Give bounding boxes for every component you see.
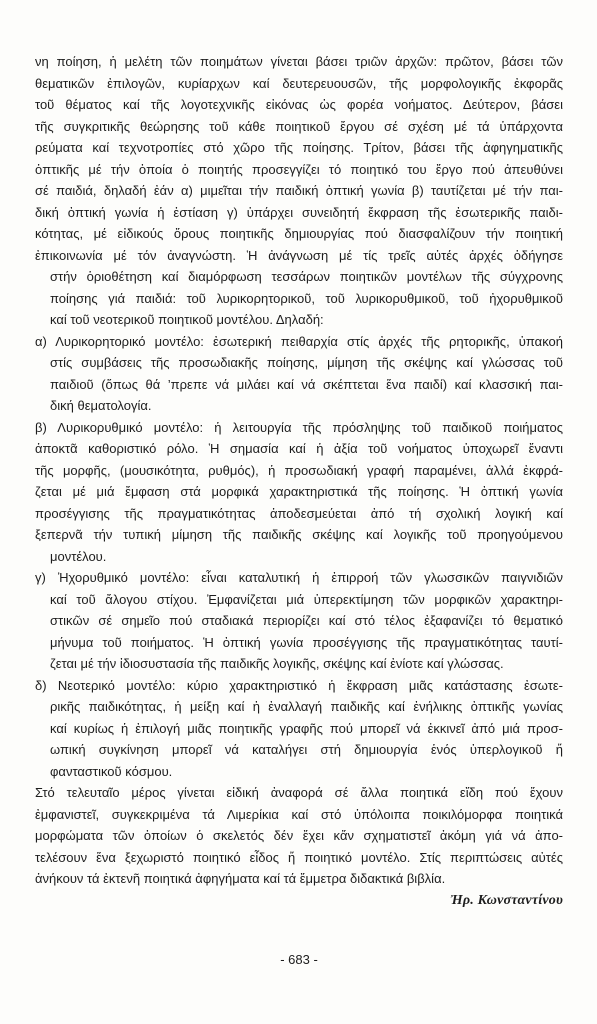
text-line: ἐμφανιστεῖ, συγκεκριμένα τά Λιμερίκια καί στό ὑπόλοιπα ποικιλόμορφα ποιητικά [35,806,563,822]
text-line: μοντέλου. [50,548,107,564]
paragraph-model-c [35,567,563,675]
text-line: νη ποίηση, ἡ μελέτη τῶν ποιημάτων γίνεται βάσει τριῶν ἀρχῶν: πρῶτον, βάσει τῶν [35,54,563,69]
author-signature: Ἠρ. Κωνσταντίνου [450,892,563,908]
text-line: δική θεματολογία. [50,398,152,413]
text-line: σέ παιδιά, δηλαδή ἐάν α) μιμεῖται τήν παιδική ὀπτική γωνία β) ταυτίζεται μέ τήν παι- [35,183,563,198]
text-line: στικῶν σέ σημεῖο πού σταδιακά περιορίζει καί στό τέλος ἐξαφανίζει τό θεματικό [50,613,563,628]
text-line: τῆς συγκριτικῆς θεώρησης τοῦ κάθε ποιητικοῦ ἔργου σέ σχέση μέ τά ὑπάρχοντα [35,118,563,134]
text-line: ζεται μέ τήν ἰδιοσυστασία τῆς παιδικῆς λογικῆς, σκέψης καί ἐνίοτε καί γλώσσας. [50,656,504,671]
text-line: ρικῆς παιδικότητας, ἡ μείξη καί ἡ ἐναλλαγή παιδικῆς καί ἐνήλικης ὀπτικῆς γωνίας [50,699,563,714]
text-line: στίς συμβάσεις τῆς προσωδιακῆς ποίησης, μίμηση τῆς σκέψης καί γλώσσας τοῦ [50,355,563,370]
text-line: προσέγγισης τῆς πραγματικότητας ἀποδεσμεύεται ἀπό τή σχολική λογική καί [35,505,563,521]
text-line: β) Λυρικορυθμικό μοντέλο: ἡ λειτουργία τῆς πρόσληψης τοῦ παιδικοῦ ποιήματος [35,419,563,435]
paragraph-model-b [35,417,563,568]
text-line: μορφώματα τῶν ὁποίων ὁ σκελετός δέν ἔχει κἄν σχηματιστεῖ ἀκόμη γιά νά ἀπο- [35,828,563,843]
text-line: Στό τελευταῖο μέρος γίνεται εἰδική ἀναφορά σέ ἄλλα ποιητικά εἴδη πού ἔχουν [35,785,563,800]
text-line: τελέσουν ἕνα ξεχωριστό ποιητικό εἶδος ἤ ποιητικό μοντέλο. Στίς περιπτώσεις αὐτές [35,849,563,865]
text-line: θεματικῶν ἐπιλογῶν, κυρίαρχων καί δευτερευουσῶν, τῆς μορφολογικῆς ἐκφορᾶς [35,75,563,91]
text-line: στήν ὁριοθέτηση καί διαμόρφωση τεσσάρων ποιητικῶν μοντέλων τῆς σύγχρονης [50,269,563,284]
text-line: καί κυρίως ἡ ἐπιλογή μιᾶς ποιητικῆς γραφῆς πού μπορεῖ νά ἐκκινεῖ ἀπό μιά προσ- [50,720,563,736]
text-line: καί τοῦ ἄλογου στίχου. Ἐμφανίζεται μιά ὑπερεκτίμηση τῶν μορφικῶν χαρακτηρι- [50,591,563,607]
text-line: ἀνήκουν τά ἐκτενῆ ποιητικά ἀφηγήματα καί τά ἔμμετρα διδακτικά βιβλία. [35,871,446,886]
paragraph-model-d [35,675,563,783]
text-line: τῆς μορφῆς, (μουσικότητα, ρυθμός), ἡ προσωδιακή γραφή παραμένει, ἀλλά ἐκφρά- [35,462,563,478]
text-line: παιδιοῦ (ὅπως θά ’πρεπε νά μιλάει καί νά σκέπτεται ἕνα παιδί) καί κλασσική παι- [50,376,563,392]
paragraph-closing [35,782,563,890]
text-line: ποίησης γιά παιδιά: τοῦ λυρικορητορικοῦ, τοῦ λυρικορυθμικοῦ, τοῦ ἠχορυθμικοῦ [50,290,563,306]
text-line: ἐπικοινωνία μέ τόν ἀναγνώστη. Ἡ ἀνάγνωση μέ τίς τρεῖς αὐτές ἀρχές ὁδήγησε [35,247,563,263]
text-line: μήνυμα τοῦ ποιήματος. Ἡ ὀπτική γωνία προσέγγισης τῆς πραγματικότητας ταυτί- [50,634,563,650]
text-line: ρεύματα καί τεχνοτροπίες στό χῶρο τῆς ποίησης. Τρίτον, βάσει τῆς ἀφηγηματικῆς [35,140,563,155]
text-line: ὀπτικῆς μέ τήν ὁποία ὁ ποιητής προσεγγίζει τό ποιητικό του ἔργο πού ἀπευθύνει [35,161,563,177]
page-body [35,51,563,911]
text-line: δική ὀπτική γωνία ἡ ἑστίαση γ) ὑπάρχει συνειδητή ἔκφραση τῆς ἐσωτερικῆς παιδι- [35,204,563,220]
text-line: γ) Ἠχορυθμικό μοντέλο: εἶναι καταλυτική ἡ ἐπιρροή τῶν γλωσσικῶν παιγνιδιῶν [35,570,563,585]
text-line: ζεται μέ μιά ἔμφαση στά μορφικά χαρακτηριστικά τῆς ποίησης. Ἡ ὀπτική γωνία [35,484,563,499]
text-line: ξεπερνᾶ τήν τυπική μίμηση τῆς παιδικῆς σκέψης καί λογικῆς τοῦ προηγούμενου [35,527,563,542]
text-line: καί τοῦ νεοτερικοῦ ποιητικοῦ μοντέλου. Δηλαδή: [50,312,324,327]
paragraph-model-a [35,331,563,417]
text-line: κότητας, μέ εἰδικούς ὅρους ποιητικῆς δημιουργίας πού διασφαλίζουν τήν ποιητική [35,226,563,241]
text-line: ἀποκτᾶ καθοριστικό ρόλο. Ἡ σημασία καί ἡ ἀξία τοῦ νοήματος ὑποχωρεῖ ἔναντι [35,441,563,456]
text-line: φανταστικοῦ κόσμου. [50,763,173,779]
paragraph-intro [35,51,563,331]
page-number: - 683 - [280,952,318,967]
text-line: ωπική συγκίνηση μπορεῖ νά καταλήγει στή δημιουργία ἑνός ὑπερλογικοῦ ἤ [50,742,563,757]
text-line: α) Λυρικορητορικό μοντέλο: ἐσωτερική πειθαρχία στίς ἀρχές τῆς ρητορικῆς, ὑπακοή [35,333,563,349]
text-line: τοῦ θέματος καί τῆς λογοτεχνικῆς εἰκόνας ὡς φορέα νοήματος. Δεύτερον, βάσει [35,97,563,112]
text-line: δ) Νεοτερικό μοντέλο: κύριο χαρακτηριστικό ἡ ἔκφραση μιᾶς κατάστασης ἐσωτε- [35,677,563,693]
